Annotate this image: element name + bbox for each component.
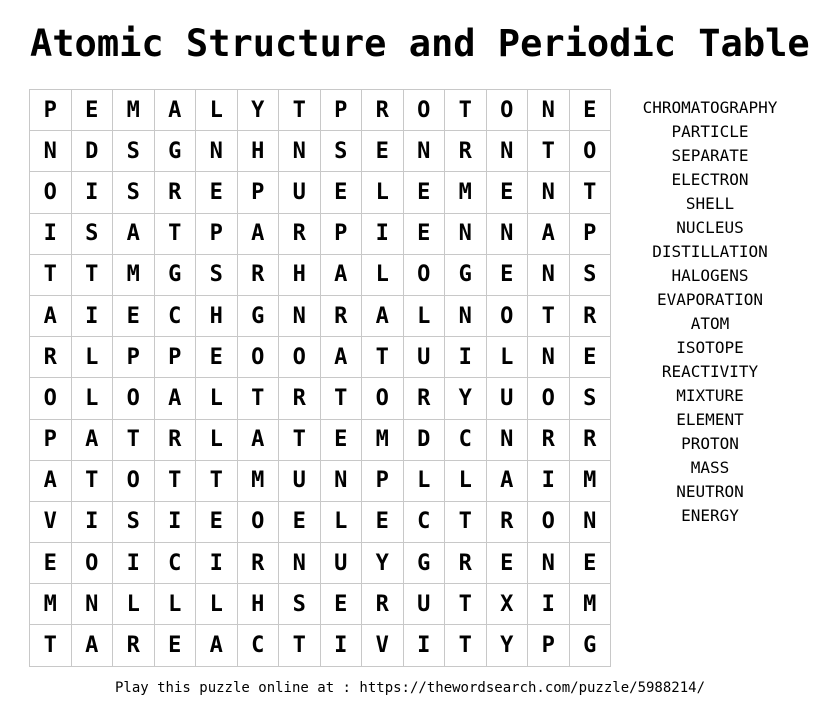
grid-cell[interactable]: E xyxy=(320,419,362,460)
grid-cell[interactable]: O xyxy=(237,501,279,542)
grid-cell[interactable]: A xyxy=(528,213,570,254)
grid-cell[interactable]: I xyxy=(196,543,238,584)
grid-cell[interactable]: U xyxy=(279,172,321,213)
grid-cell[interactable]: S xyxy=(71,213,113,254)
word-list xyxy=(615,96,805,528)
page-title: Atomic Structure and Periodic Table xyxy=(30,22,810,65)
grid-cell[interactable]: L xyxy=(71,337,113,378)
grid-row xyxy=(30,419,611,460)
grid-cell[interactable]: V xyxy=(362,625,404,666)
grid-cell[interactable]: E xyxy=(362,501,404,542)
grid-cell[interactable]: U xyxy=(279,460,321,501)
grid-cell[interactable]: O xyxy=(528,378,570,419)
grid-cell[interactable]: T xyxy=(528,295,570,336)
grid-cell[interactable]: E xyxy=(113,295,155,336)
grid-cell[interactable]: N xyxy=(528,172,570,213)
grid-cell[interactable]: E xyxy=(486,172,528,213)
grid-row xyxy=(30,90,611,131)
grid-cell[interactable]: E xyxy=(362,131,404,172)
grid-cell[interactable]: S xyxy=(279,584,321,625)
grid-cell[interactable]: E xyxy=(154,625,196,666)
grid-cell[interactable]: A xyxy=(154,378,196,419)
grid-cell[interactable]: U xyxy=(486,378,528,419)
word-list-item: EVAPORATION xyxy=(657,290,763,309)
grid-cell[interactable]: I xyxy=(528,584,570,625)
grid-cell[interactable]: E xyxy=(320,172,362,213)
grid-cell[interactable]: A xyxy=(154,90,196,131)
grid-cell[interactable]: E xyxy=(196,337,238,378)
grid-cell[interactable]: O xyxy=(486,295,528,336)
grid-cell[interactable]: O xyxy=(30,172,72,213)
grid-cell[interactable]: N xyxy=(486,213,528,254)
grid-cell[interactable]: N xyxy=(445,213,487,254)
grid-cell[interactable]: I xyxy=(71,295,113,336)
grid-cell[interactable]: T xyxy=(196,460,238,501)
grid-row xyxy=(30,460,611,501)
grid-cell[interactable]: T xyxy=(71,254,113,295)
grid-cell[interactable]: L xyxy=(403,295,445,336)
grid-cell[interactable]: N xyxy=(445,295,487,336)
grid-cell[interactable]: R xyxy=(237,543,279,584)
grid-cell[interactable]: R xyxy=(569,419,611,460)
grid-cell[interactable]: R xyxy=(113,625,155,666)
word-list-item: SEPARATE xyxy=(671,146,749,165)
grid-cell[interactable]: I xyxy=(362,213,404,254)
grid-cell[interactable]: S xyxy=(320,131,362,172)
grid-cell[interactable]: N xyxy=(196,131,238,172)
grid-cell[interactable]: Y xyxy=(445,378,487,419)
grid-cell[interactable]: R xyxy=(486,501,528,542)
grid-cell[interactable]: L xyxy=(196,419,238,460)
grid-cell[interactable]: R xyxy=(528,419,570,460)
grid-cell[interactable]: L xyxy=(196,90,238,131)
grid-cell[interactable]: I xyxy=(445,337,487,378)
grid-cell[interactable]: P xyxy=(320,213,362,254)
grid-cell[interactable]: L xyxy=(196,378,238,419)
grid-cell[interactable]: N xyxy=(320,460,362,501)
grid-cell[interactable]: O xyxy=(403,90,445,131)
grid-cell[interactable]: E xyxy=(30,543,72,584)
grid-cell[interactable]: P xyxy=(569,213,611,254)
grid-cell[interactable]: T xyxy=(320,378,362,419)
grid-cell[interactable]: T xyxy=(528,131,570,172)
grid-cell[interactable]: P xyxy=(196,213,238,254)
grid-cell[interactable]: O xyxy=(30,378,72,419)
grid-cell[interactable]: P xyxy=(154,337,196,378)
grid-cell[interactable]: Y xyxy=(486,625,528,666)
grid-cell[interactable]: A xyxy=(30,460,72,501)
grid-cell[interactable]: S xyxy=(196,254,238,295)
grid-cell[interactable]: A xyxy=(196,625,238,666)
grid-cell[interactable]: L xyxy=(362,172,404,213)
grid-cell[interactable]: O xyxy=(237,337,279,378)
grid-cell[interactable]: G xyxy=(154,254,196,295)
grid-cell[interactable]: E xyxy=(486,254,528,295)
grid-cell[interactable]: E xyxy=(196,172,238,213)
grid-cell[interactable]: T xyxy=(154,460,196,501)
grid-cell[interactable]: R xyxy=(320,295,362,336)
grid-cell[interactable]: T xyxy=(445,90,487,131)
word-list-item: NUCLEUS xyxy=(676,218,744,237)
grid-cell[interactable]: H xyxy=(237,584,279,625)
grid-cell[interactable]: C xyxy=(237,625,279,666)
grid-cell[interactable]: G xyxy=(237,295,279,336)
grid-cell[interactable]: E xyxy=(403,172,445,213)
grid-cell[interactable]: S xyxy=(569,378,611,419)
grid-cell[interactable]: I xyxy=(71,501,113,542)
grid-row xyxy=(30,501,611,542)
grid-cell[interactable]: O xyxy=(113,460,155,501)
grid-cell[interactable]: E xyxy=(486,543,528,584)
grid-cell[interactable]: U xyxy=(403,584,445,625)
grid-cell[interactable]: Y xyxy=(237,90,279,131)
word-list-item: SHELL xyxy=(685,194,735,213)
grid-cell[interactable]: T xyxy=(30,254,72,295)
grid-cell[interactable]: P xyxy=(237,172,279,213)
grid-cell[interactable]: M xyxy=(237,460,279,501)
grid-cell[interactable]: L xyxy=(154,584,196,625)
grid-cell[interactable]: G xyxy=(403,543,445,584)
grid-cell[interactable]: N xyxy=(528,90,570,131)
grid-cell[interactable]: L xyxy=(320,501,362,542)
grid-cell[interactable]: N xyxy=(528,254,570,295)
grid-cell[interactable]: N xyxy=(279,131,321,172)
grid-cell[interactable]: M xyxy=(569,584,611,625)
grid-cell[interactable]: M xyxy=(445,172,487,213)
grid-cell[interactable]: M xyxy=(362,419,404,460)
grid-cell[interactable]: R xyxy=(237,254,279,295)
word-list-item: ENERGY xyxy=(681,506,739,525)
grid-cell[interactable]: T xyxy=(113,419,155,460)
grid-cell[interactable]: T xyxy=(569,172,611,213)
grid-cell[interactable]: T xyxy=(362,337,404,378)
grid-cell[interactable]: R xyxy=(569,295,611,336)
grid-cell[interactable]: N xyxy=(569,501,611,542)
grid-cell[interactable]: T xyxy=(279,90,321,131)
grid-row xyxy=(30,337,611,378)
word-list-item: ELEMENT xyxy=(676,410,744,429)
grid-cell[interactable]: O xyxy=(486,90,528,131)
word-list-item: ISOTOPE xyxy=(676,338,744,357)
grid-cell[interactable]: L xyxy=(196,584,238,625)
grid-cell[interactable]: H xyxy=(196,295,238,336)
grid-row xyxy=(30,131,611,172)
grid-cell[interactable]: R xyxy=(154,172,196,213)
grid-cell[interactable]: N xyxy=(279,543,321,584)
grid-cell[interactable]: A xyxy=(71,419,113,460)
grid-cell[interactable]: T xyxy=(279,419,321,460)
grid-cell[interactable]: A xyxy=(362,295,404,336)
word-list-item: NEUTRON xyxy=(676,482,744,501)
footer-link-text: Play this puzzle online at : https://thewordsearch.com/puzzle/5988214/ xyxy=(114,680,705,696)
grid-cell[interactable]: I xyxy=(528,460,570,501)
grid-cell[interactable]: R xyxy=(362,90,404,131)
grid-cell[interactable]: C xyxy=(154,295,196,336)
grid-cell[interactable]: H xyxy=(279,254,321,295)
word-list-item: ELECTRON xyxy=(671,170,749,189)
grid-cell[interactable]: O xyxy=(71,543,113,584)
grid-cell[interactable]: C xyxy=(154,543,196,584)
grid-cell[interactable]: E xyxy=(403,213,445,254)
grid-cell[interactable]: N xyxy=(528,543,570,584)
grid-cell[interactable]: V xyxy=(30,501,72,542)
grid-row xyxy=(30,213,611,254)
grid-cell[interactable]: E xyxy=(196,501,238,542)
grid-cell[interactable]: P xyxy=(113,337,155,378)
grid-cell[interactable]: E xyxy=(71,90,113,131)
grid-cell[interactable]: O xyxy=(403,254,445,295)
grid-cell[interactable]: M xyxy=(30,584,72,625)
grid-cell[interactable]: E xyxy=(320,584,362,625)
grid-cell[interactable]: E xyxy=(279,501,321,542)
grid-cell[interactable]: T xyxy=(445,501,487,542)
grid-cell[interactable]: A xyxy=(486,460,528,501)
grid-cell[interactable]: E xyxy=(569,543,611,584)
grid-cell[interactable]: A xyxy=(320,254,362,295)
grid-cell[interactable]: C xyxy=(445,419,487,460)
grid-cell[interactable]: O xyxy=(569,131,611,172)
grid-cell[interactable]: O xyxy=(528,501,570,542)
word-list-item: CHROMATOGRAPHY xyxy=(642,98,778,117)
grid-cell[interactable]: M xyxy=(569,460,611,501)
grid-row xyxy=(30,625,611,666)
grid-cell[interactable]: N xyxy=(403,131,445,172)
grid-cell[interactable]: H xyxy=(237,131,279,172)
grid-cell[interactable]: L xyxy=(486,337,528,378)
grid-cell[interactable]: L xyxy=(403,460,445,501)
grid-cell[interactable]: T xyxy=(445,584,487,625)
grid-cell[interactable]: A xyxy=(320,337,362,378)
grid-cell[interactable]: I xyxy=(30,213,72,254)
grid-cell[interactable]: E xyxy=(569,337,611,378)
grid-row xyxy=(30,543,611,584)
grid-cell[interactable]: L xyxy=(445,460,487,501)
grid-cell[interactable]: S xyxy=(113,172,155,213)
grid-cell[interactable]: D xyxy=(403,419,445,460)
grid-cell[interactable]: O xyxy=(279,337,321,378)
grid-cell[interactable]: T xyxy=(237,378,279,419)
grid-cell[interactable]: R xyxy=(154,419,196,460)
grid-cell[interactable]: T xyxy=(445,625,487,666)
grid-cell[interactable]: A xyxy=(71,625,113,666)
grid-cell[interactable]: G xyxy=(154,131,196,172)
word-list-item: REACTIVITY xyxy=(661,362,759,381)
word-list-item: DISTILLATION xyxy=(652,242,768,261)
grid-row xyxy=(30,254,611,295)
grid-cell[interactable]: L xyxy=(362,254,404,295)
grid-cell[interactable]: D xyxy=(71,131,113,172)
grid-cell[interactable]: P xyxy=(30,419,72,460)
grid-cell[interactable]: R xyxy=(279,213,321,254)
grid-cell[interactable]: N xyxy=(486,131,528,172)
grid-cell[interactable]: P xyxy=(320,90,362,131)
grid-cell[interactable]: A xyxy=(237,419,279,460)
grid-cell[interactable]: P xyxy=(30,90,72,131)
grid-cell[interactable]: S xyxy=(113,501,155,542)
grid-cell[interactable]: L xyxy=(113,584,155,625)
grid-cell[interactable]: T xyxy=(154,213,196,254)
word-list-item: PARTICLE xyxy=(671,122,749,141)
grid-cell[interactable]: R xyxy=(403,378,445,419)
grid-cell[interactable]: S xyxy=(569,254,611,295)
grid-cell[interactable]: U xyxy=(403,337,445,378)
grid-cell[interactable]: E xyxy=(569,90,611,131)
grid-row xyxy=(30,172,611,213)
grid-cell[interactable]: X xyxy=(486,584,528,625)
grid-cell[interactable]: C xyxy=(403,501,445,542)
grid-cell[interactable]: U xyxy=(320,543,362,584)
grid-cell[interactable]: R xyxy=(279,378,321,419)
grid-cell[interactable]: T xyxy=(30,625,72,666)
word-list-item: HALOGENS xyxy=(671,266,749,285)
grid-cell[interactable]: N xyxy=(279,295,321,336)
word-list-item: ATOM xyxy=(690,314,730,333)
word-list-item: PROTON xyxy=(681,434,739,453)
grid-cell[interactable]: N xyxy=(71,584,113,625)
grid-cell[interactable]: T xyxy=(71,460,113,501)
grid-cell[interactable]: G xyxy=(445,254,487,295)
grid-cell[interactable]: R xyxy=(445,131,487,172)
grid-cell[interactable]: Y xyxy=(362,543,404,584)
grid-cell[interactable]: M xyxy=(113,90,155,131)
grid-cell[interactable]: A xyxy=(113,213,155,254)
grid-cell[interactable]: R xyxy=(445,543,487,584)
grid-cell[interactable]: O xyxy=(362,378,404,419)
grid-row xyxy=(30,378,611,419)
grid-cell[interactable]: O xyxy=(113,378,155,419)
grid-cell[interactable]: I xyxy=(154,501,196,542)
grid-cell[interactable]: M xyxy=(113,254,155,295)
grid-cell[interactable]: A xyxy=(237,213,279,254)
grid-cell[interactable]: T xyxy=(279,625,321,666)
grid-row xyxy=(30,295,611,336)
grid-cell[interactable]: N xyxy=(528,337,570,378)
grid-cell[interactable]: G xyxy=(569,625,611,666)
grid-cell[interactable]: R xyxy=(30,337,72,378)
grid-cell[interactable]: R xyxy=(362,584,404,625)
grid-cell[interactable]: A xyxy=(30,295,72,336)
grid-cell[interactable]: N xyxy=(486,419,528,460)
grid-cell[interactable]: N xyxy=(30,131,72,172)
grid-cell[interactable]: P xyxy=(528,625,570,666)
grid-cell[interactable]: I xyxy=(403,625,445,666)
grid-row xyxy=(30,584,611,625)
grid-cell[interactable]: I xyxy=(71,172,113,213)
word-list-item: MIXTURE xyxy=(676,386,744,405)
word-list-item: MASS xyxy=(690,458,730,477)
grid-cell[interactable]: I xyxy=(320,625,362,666)
grid-cell[interactable]: S xyxy=(113,131,155,172)
letter-grid xyxy=(29,89,611,667)
grid-cell[interactable]: L xyxy=(71,378,113,419)
grid-cell[interactable]: I xyxy=(113,543,155,584)
grid-cell[interactable]: P xyxy=(362,460,404,501)
